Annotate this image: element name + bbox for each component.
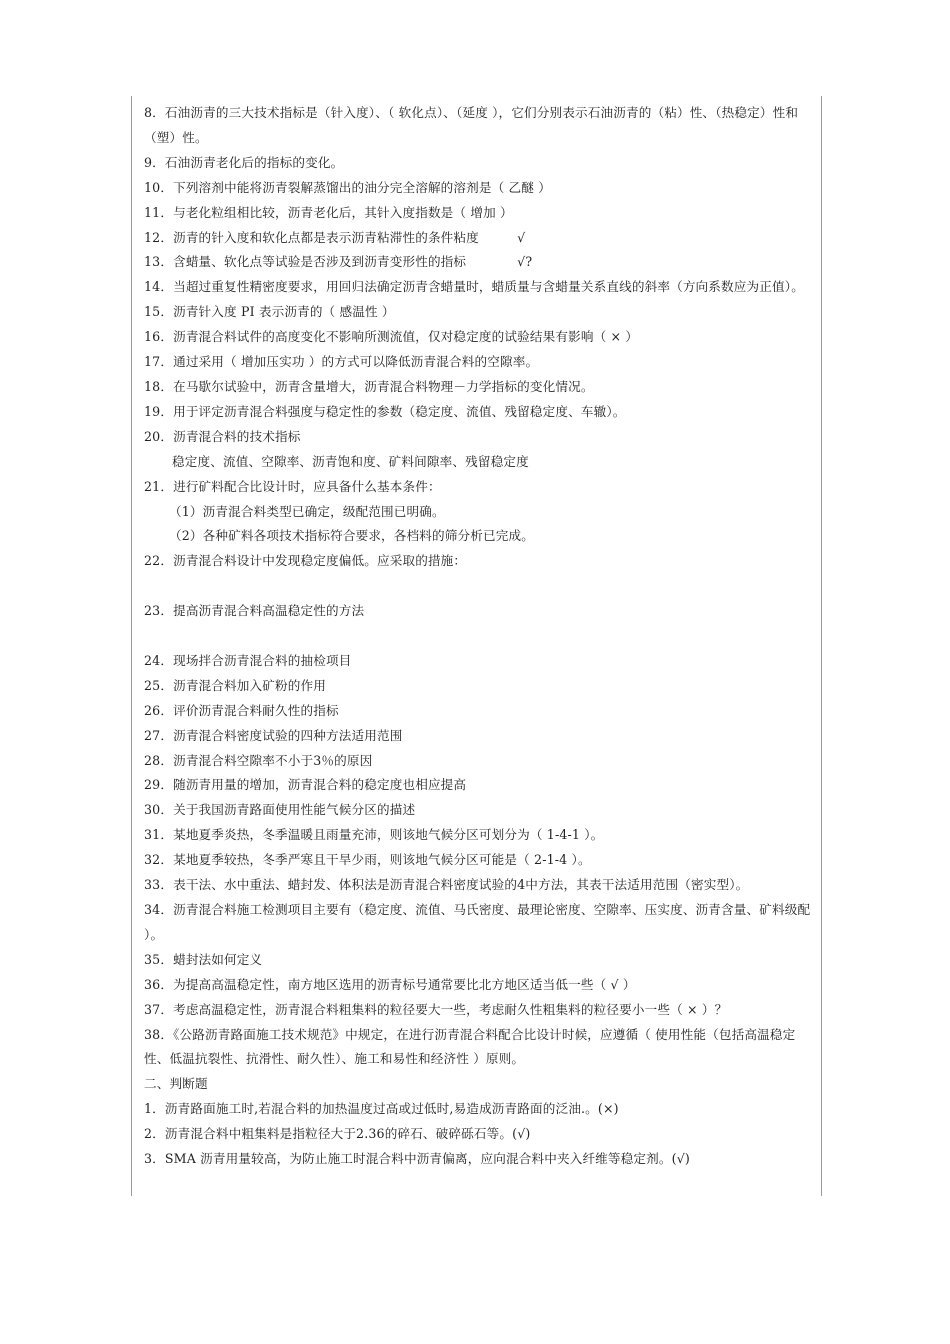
question-27: 27．沥青混合料密度试验的四种方法适用范围	[144, 727, 403, 743]
question-19: 19．用于评定沥青混合料强度与稳定性的参数（稳定度、流值、残留稳定度、车辙）。	[144, 403, 626, 419]
question-23: 23．提高沥青混合料高温稳定性的方法	[144, 603, 365, 619]
question-24: 24．现场拌合沥青混合料的抽检项目	[144, 652, 352, 668]
question-34: 34．沥青混合料施工检测项目主要有（稳定度、流值、马氏密度、最理论密度、空隙率、压实度、沥青含量、矿料级配 ）。	[144, 901, 811, 942]
question-37: 37．考虑高温稳定性，沥青混合料粗集料的粒径要大一些，考虑耐久性粗集料的粒径要小一些（ × ）？	[144, 1001, 728, 1017]
blank-line	[144, 574, 812, 599]
question-8: 8．石油沥青的三大技术指标是（针入度）、（ 软化点）、（延度 ），它们分别表示石油沥青的（粘）性、（热稳定）性和（塑）性。	[144, 105, 799, 145]
question-12: 12．沥青的针入度和软化点都是表示沥青粘滞性的条件粘度 √	[144, 229, 526, 245]
question-9: 9．石油沥青老化后的指标的变化。	[144, 154, 344, 170]
question-33: 33．表干法、水中重法、蜡封发、体积法是沥青混合料密度试验的4中方法，其表干法适用范围（密实型）。	[144, 877, 749, 893]
answer-21-2: （2）各种矿料各项技术指标符合要求，各档料的筛分析已完成。	[169, 528, 534, 544]
question-10: 10．下列溶剂中能将沥青裂解蒸馏出的油分完全溶解的溶剂是（ 乙醚 ）	[144, 179, 551, 195]
question-31: 31．某地夏季炎热，冬季温暖且雨量充沛，则该地气候分区可划分为（ 1-4-1 ）。	[144, 827, 604, 843]
blank-line	[144, 624, 812, 649]
question-16: 16．沥青混合料试件的高度变化不影响所测流值，仅对稳定度的试验结果有影响（ × ）	[144, 329, 639, 345]
question-29: 29．随沥青用量的增加，沥青混合料的稳定度也相应提高	[144, 777, 467, 793]
question-30: 30．关于我国沥青路面使用性能气候分区的描述	[144, 802, 416, 818]
question-14: 14．当超过重复性精密度要求，用回归法确定沥青含蜡量时，蜡质量与含蜡量关系直线的斜率（方向系数应为正值）。	[144, 279, 804, 295]
judge-2: 2．沥青混合料中粗集料是指粒径大于2.36的碎石、破碎砾石等。(√)	[144, 1126, 531, 1142]
question-13: 13．含蜡量、软化点等试验是否涉及到沥青变形性的指标 √?	[144, 254, 533, 270]
answer-21-1: （1）沥青混合料类型已确定，级配范围已明确。	[169, 503, 445, 519]
question-25: 25．沥青混合料加入矿粉的作用	[144, 677, 326, 693]
judge-1: 1．沥青路面施工时,若混合料的加热温度过高或过低时,易造成沥青路面的泛油.。(×)	[144, 1101, 619, 1117]
question-20: 20．沥青混合料的技术指标	[144, 428, 301, 444]
answer-20: 稳定度、流值、空隙率、沥青饱和度、矿料间隙率、残留稳定度	[172, 453, 529, 469]
question-22: 22．沥青混合料设计中发现稳定度偏低。应采取的措施：	[144, 553, 467, 569]
question-32: 32．某地夏季较热，冬季严寒且干旱少雨，则该地气候分区可能是（ 2-1-4 ）。	[144, 852, 591, 868]
question-36: 36．为提高高温稳定性，南方地区选用的沥青标号通常要比北方地区适当低一些（ √ ）	[144, 976, 636, 992]
document-body	[144, 101, 812, 1172]
question-21: 21．进行矿料配合比设计时，应具备什么基本条件：	[144, 478, 441, 494]
question-38: 38．《公路沥青路面施工技术规范》中规定，在进行沥青混合料配合比设计时候，应遵循（ 使用性能（包括高温稳定性、低温抗裂性、抗滑性、耐久性）、施工和易性和经济性 ）原则。	[144, 1026, 796, 1067]
question-35: 35．蜡封法如何定义	[144, 951, 263, 967]
question-18: 18．在马歇尔试验中，沥青含量增大，沥青混合料物理－力学指标的变化情况。	[144, 378, 594, 394]
question-17: 17．通过采用（ 增加压实功 ）的方式可以降低沥青混合料的空隙率。	[144, 354, 539, 370]
question-15: 15．沥青针入度 PI 表示沥青的（ 感温性 ）	[144, 304, 395, 320]
question-11: 11．与老化粒组相比较，沥青老化后，其针入度指数是（ 增加 ）	[144, 204, 513, 220]
question-28: 28．沥青混合料空隙率不小于3％的原因	[144, 752, 373, 768]
question-26: 26．评价沥青混合料耐久性的指标	[144, 702, 339, 718]
judge-3: 3．SMA 沥青用量较高，为防止施工时混合料中沥青偏离，应向混合料中夹入纤维等稳定剂。(√)	[144, 1151, 690, 1167]
section-heading: 二、判断题	[144, 1076, 208, 1092]
